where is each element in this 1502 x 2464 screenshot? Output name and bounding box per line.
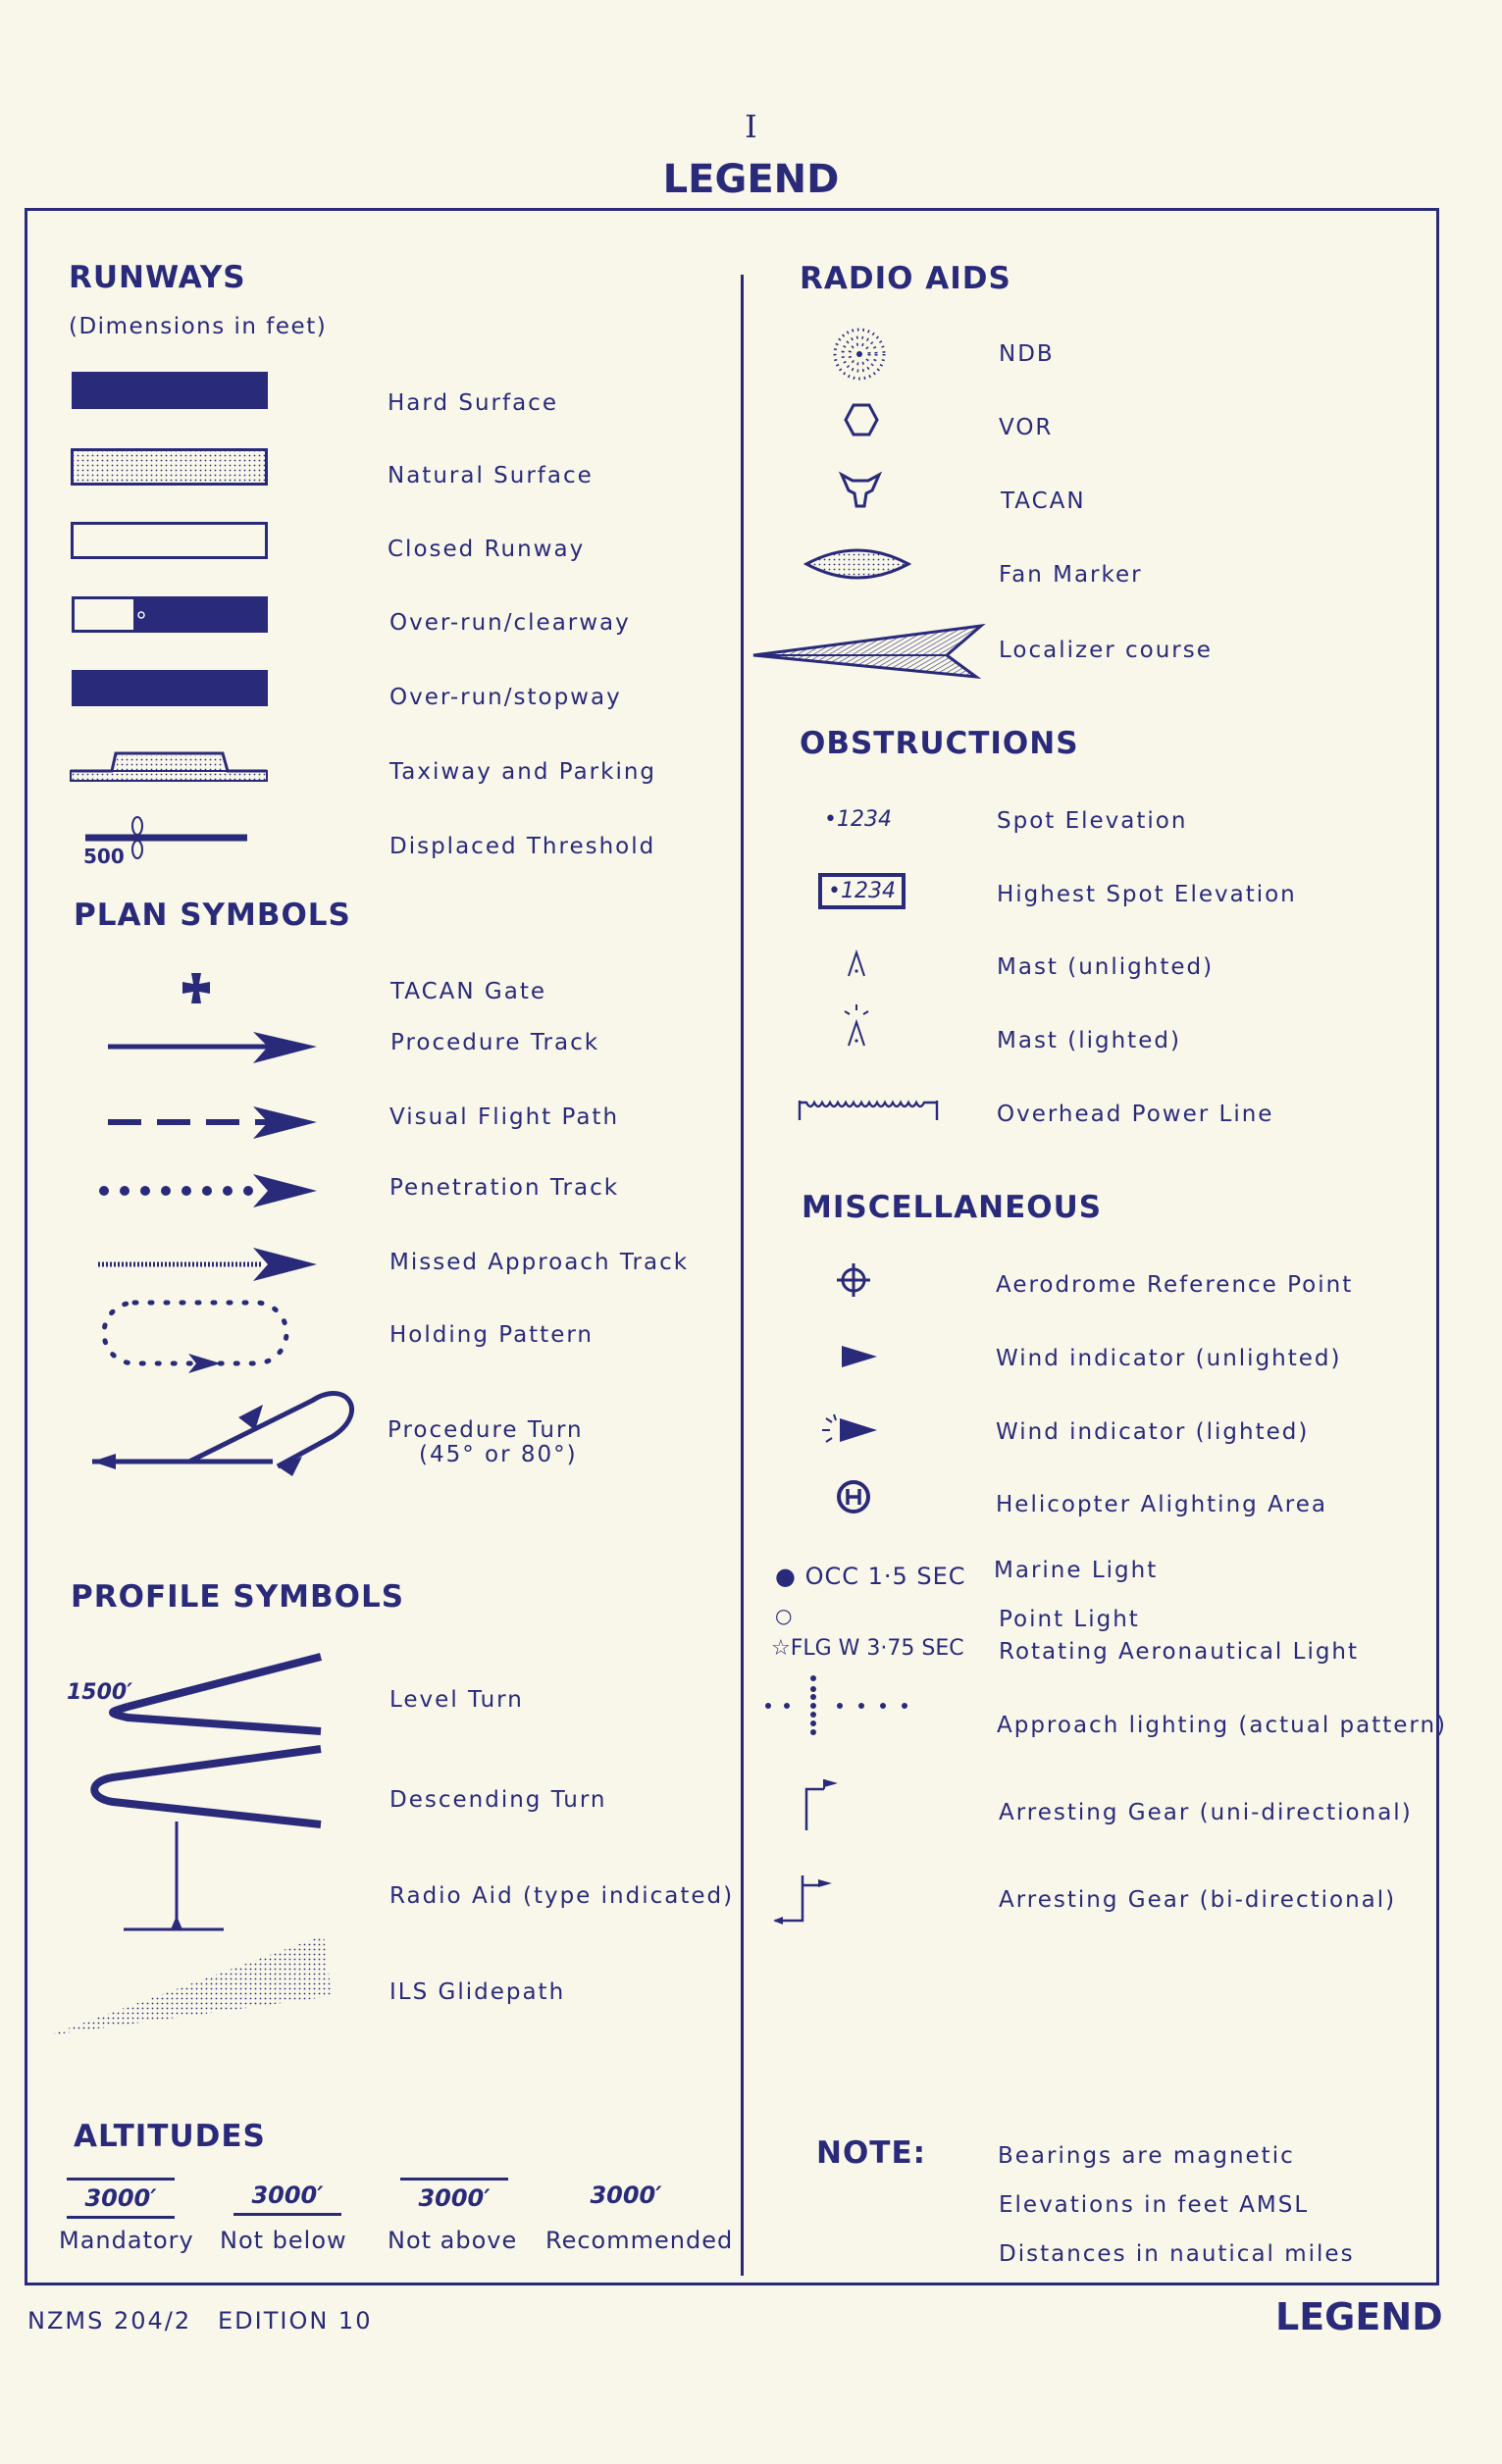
plan-item-procedure-track: Procedure Track — [390, 1030, 600, 1055]
misc-wind-indicator-lighted: Wind indicator (lighted) — [996, 1419, 1310, 1445]
altitude-mandatory-label: Mandatory — [59, 2227, 194, 2254]
radio-aid-tacan: TACAN — [1001, 488, 1086, 514]
procedure-turn-symbol — [86, 1373, 400, 1481]
tacan-icon — [839, 469, 882, 512]
obstruction-mast-lighted: Mast (lighted) — [997, 1028, 1181, 1053]
mast-lighted-icon — [840, 1002, 873, 1048]
miscellaneous-heading: MISCELLANEOUS — [802, 1190, 1103, 1225]
runways-heading: RUNWAYS — [69, 260, 246, 295]
misc-helicopter-alighting-area: Helicopter Alighting Area — [996, 1492, 1327, 1517]
runway-item-hard-surface: Hard Surface — [388, 390, 558, 416]
misc-arresting-gear-bi: Arresting Gear (bi-directional) — [999, 1887, 1397, 1913]
highest-spot-elevation-value: 1234 — [840, 879, 896, 903]
runway-item-natural-surface: Natural Surface — [388, 463, 594, 488]
spot-elevation-sample: •1234 — [824, 807, 892, 832]
radio-aid-vor: VOR — [999, 415, 1054, 440]
natural-surface-symbol — [71, 448, 272, 488]
misc-approach-lighting: Approach lighting (actual pattern) — [997, 1713, 1448, 1738]
altitude-recommended-value: 3000′ — [590, 2182, 662, 2209]
altitudes-heading: ALTITUDES — [74, 2119, 266, 2154]
radio-aid-localizer-course: Localizer course — [999, 638, 1213, 663]
marine-light-sample: ● OCC 1·5 SEC — [775, 1563, 966, 1590]
mast-unlighted-icon — [846, 950, 867, 977]
wind-indicator-unlighted-icon — [840, 1344, 879, 1369]
obstruction-highest-spot-elevation: Highest Spot Elevation — [997, 882, 1297, 907]
ils-glidepath-symbol — [47, 1927, 332, 2037]
localizer-course-icon — [751, 618, 986, 679]
fan-marker-icon — [803, 542, 912, 586]
holding-pattern-symbol — [98, 1295, 299, 1373]
runway-item-overrun-stopway: Over-run/stopway — [389, 685, 622, 710]
misc-point-light: Point Light — [999, 1607, 1140, 1632]
column-divider — [741, 275, 744, 2276]
altitude-mandatory-value: 3000′ — [67, 2178, 175, 2219]
visual-flight-path-symbol — [106, 1106, 322, 1142]
vor-icon — [844, 402, 879, 437]
runway-item-displaced-threshold: Displaced Threshold — [389, 834, 656, 859]
runway-item-overrun-clearway: Over-run/clearway — [389, 610, 631, 636]
closed-runway-symbol — [71, 522, 272, 561]
wind-indicator-lighted-icon — [820, 1412, 881, 1448]
profile-item-descending-turn: Descending Turn — [389, 1787, 607, 1813]
overhead-power-line-icon — [795, 1097, 942, 1124]
helicopter-alighting-area-icon — [836, 1479, 871, 1514]
runway-item-taxiway-parking: Taxiway and Parking — [389, 759, 657, 785]
spot-elevation-value: 1234 — [836, 807, 892, 832]
arresting-gear-uni-icon — [803, 1777, 842, 1832]
obstructions-heading: OBSTRUCTIONS — [800, 726, 1079, 761]
marine-light-code: OCC 1·5 SEC — [804, 1563, 966, 1590]
plan-item-holding-pattern: Holding Pattern — [389, 1322, 594, 1348]
plan-item-visual-flight-path: Visual Flight Path — [389, 1104, 620, 1130]
tacan-gate-icon — [179, 971, 214, 1006]
runway-item-closed-runway: Closed Runway — [388, 537, 586, 562]
radio-aid-ndb: NDB — [999, 341, 1055, 367]
ndb-icon — [829, 324, 890, 385]
profile-symbols-heading: PROFILE SYMBOLS — [71, 1579, 405, 1615]
overrun-clearway-symbol — [71, 595, 272, 635]
altitude-not-below-value: 3000′ — [233, 2182, 341, 2216]
altitude-not-above-value: 3000′ — [400, 2178, 508, 2212]
obstruction-overhead-power-line: Overhead Power Line — [997, 1102, 1274, 1127]
highest-spot-elevation-sample: •1234 — [818, 873, 906, 909]
note-line-bearings: Bearings are magnetic — [998, 2143, 1295, 2169]
plan-item-procedure-turn: Procedure Turn — [388, 1417, 584, 1443]
misc-wind-indicator-unlighted: Wind indicator (unlighted) — [996, 1346, 1342, 1371]
hard-surface-symbol — [71, 371, 272, 410]
radio-aid-fan-marker: Fan Marker — [999, 562, 1143, 588]
overrun-stopway-symbol — [71, 669, 272, 708]
penetration-track-symbol — [96, 1174, 322, 1209]
arresting-gear-bi-icon — [771, 1872, 840, 1932]
footer-legend: LEGEND — [1275, 2295, 1443, 2338]
note-heading: NOTE: — [816, 2135, 927, 2171]
footer-edition: EDITION 10 — [218, 2307, 373, 2335]
misc-arresting-gear-uni: Arresting Gear (uni-directional) — [999, 1800, 1413, 1825]
threshold-value: 500 — [83, 845, 125, 868]
approach-lighting-icon — [760, 1672, 917, 1737]
profile-item-level-turn: Level Turn — [389, 1687, 524, 1713]
point-light-icon: ○ — [775, 1604, 793, 1627]
altitude-not-below-label: Not below — [220, 2227, 347, 2254]
note-line-distances: Distances in nautical miles — [999, 2241, 1355, 2267]
misc-rotating-aeronautical-light: Rotating Aeronautical Light — [999, 1639, 1360, 1665]
aerodrome-reference-point-icon — [836, 1262, 871, 1298]
obstruction-spot-elevation: Spot Elevation — [997, 808, 1188, 834]
misc-aerodrome-reference-point: Aerodrome Reference Point — [996, 1272, 1354, 1298]
page-number: I — [745, 108, 757, 145]
profile-item-radio-aid: Radio Aid (type indicated) — [389, 1883, 735, 1909]
level-descending-turn-symbol — [88, 1653, 334, 1937]
plan-symbols-heading: PLAN SYMBOLS — [74, 898, 351, 933]
altitude-recommended-label: Recommended — [545, 2227, 734, 2254]
procedure-track-symbol — [106, 1032, 322, 1067]
obstruction-mast-unlighted: Mast (unlighted) — [997, 954, 1215, 980]
footer-series: NZMS 204/2 — [27, 2307, 192, 2335]
missed-approach-track-symbol — [96, 1248, 322, 1283]
procedure-turn-note: (45° or 80°) — [419, 1442, 578, 1467]
rotating-light-code: FLG W 3·75 SEC — [790, 1636, 964, 1661]
note-line-elevations: Elevations in feet AMSL — [999, 2192, 1310, 2218]
profile-item-ils-glidepath: ILS Glidepath — [389, 1979, 566, 2005]
rotating-light-sample: ☆FLG W 3·75 SEC — [771, 1636, 964, 1661]
plan-item-penetration-track: Penetration Track — [389, 1175, 620, 1201]
altitude-not-above-label: Not above — [388, 2227, 518, 2254]
page-title: LEGEND — [662, 157, 840, 202]
profile-altitude-label: 1500′ — [67, 1680, 133, 1705]
misc-marine-light: Marine Light — [994, 1558, 1159, 1583]
taxiway-parking-symbol — [71, 747, 272, 783]
runways-note: (Dimensions in feet) — [69, 314, 328, 339]
plan-item-tacan-gate: TACAN Gate — [390, 979, 546, 1004]
plan-item-missed-approach-track: Missed Approach Track — [389, 1250, 690, 1275]
radio-aids-heading: RADIO AIDS — [800, 261, 1011, 296]
